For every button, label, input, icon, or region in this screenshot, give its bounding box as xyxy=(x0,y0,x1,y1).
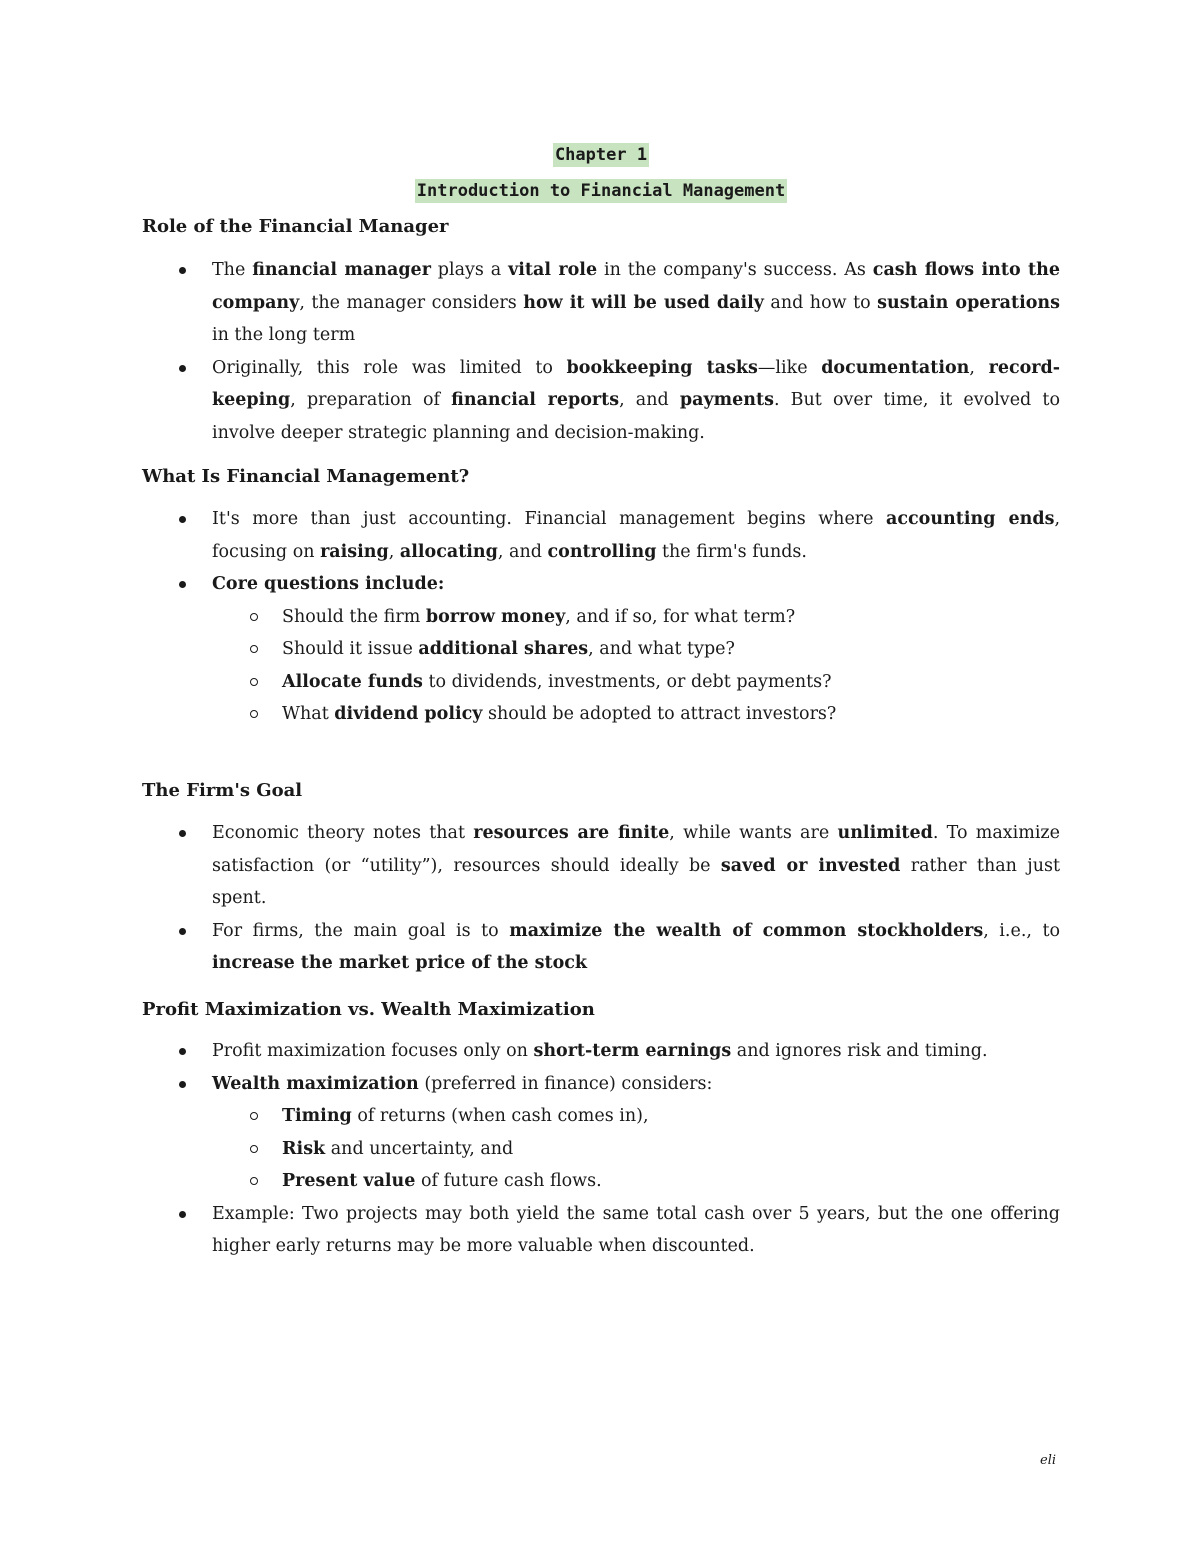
text-run: Economic theory notes that xyxy=(212,823,474,843)
text-run: Should it issue xyxy=(282,639,419,659)
sub-bullet-item xyxy=(212,1100,1060,1133)
bold-text: unlimited xyxy=(837,823,933,843)
text-run: , and xyxy=(619,390,680,410)
section-heading: The Firm's Goal xyxy=(142,780,303,801)
bold-text: Risk xyxy=(282,1138,326,1159)
bullet-item xyxy=(142,254,1060,352)
bullet-item xyxy=(142,1198,1060,1263)
bold-text: short-term earnings xyxy=(533,1041,732,1061)
bold-text: payments xyxy=(679,390,774,410)
sub-bullet-item xyxy=(212,601,1060,634)
text-run: —like xyxy=(757,357,822,378)
chapter-subtitle: Introduction to Financial Management xyxy=(416,181,786,201)
sub-bullet-item xyxy=(212,1133,1060,1166)
bullet-list xyxy=(142,1035,1060,1263)
text-run: in the long term xyxy=(212,325,356,345)
bold-text: controlling xyxy=(547,541,657,562)
sub-bullet-item xyxy=(212,698,1060,731)
sub-bullet-list xyxy=(212,1100,1060,1198)
section-heading: What Is Financial Management? xyxy=(142,466,470,487)
text-run: Profit maximization focuses only on xyxy=(212,1041,534,1061)
bold-text: raising xyxy=(320,541,389,562)
text-run: What xyxy=(282,704,335,724)
text-run: plays a xyxy=(430,260,509,280)
sub-bullet-item xyxy=(212,666,1060,699)
bullet-list xyxy=(142,254,1060,449)
bold-text: Timing xyxy=(282,1106,352,1126)
bullet-list xyxy=(142,817,1060,980)
bullet-item xyxy=(142,503,1060,568)
bullet-item xyxy=(142,915,1060,980)
bullet-item xyxy=(142,1068,1060,1198)
text-run: The xyxy=(212,260,253,280)
footer-initials: eli xyxy=(1040,1453,1057,1468)
text-run: in the company's success. As xyxy=(597,260,873,280)
text-run: , and if so, for what term? xyxy=(565,606,796,627)
bullet-item xyxy=(142,568,1060,731)
section-heading: Profit Maximization vs. Wealth Maximization xyxy=(142,999,595,1020)
bold-text: additional shares xyxy=(418,639,589,659)
bold-text: Present value xyxy=(282,1171,416,1191)
text-run: . To maximize satisfaction (or “utility”), resources should ideally be xyxy=(212,823,1060,876)
section-heading: Role of the Financial Manager xyxy=(142,216,449,237)
text-run: of returns (when cash comes in), xyxy=(351,1106,649,1126)
bold-text: record-keeping xyxy=(212,357,1060,410)
bold-text: resources are finite xyxy=(473,823,670,843)
bold-text: vital role xyxy=(508,260,598,280)
bold-text: accounting ends xyxy=(886,509,1055,529)
sub-bullet-list xyxy=(212,601,1060,731)
bold-text: Wealth maximization xyxy=(212,1073,419,1094)
text-run: Example: Two projects may both yield the same total cash over 5 years, but the one offering higher early returns may be more valuable when discounted. xyxy=(212,1203,1060,1256)
bold-text: Core questions include: xyxy=(212,574,445,594)
text-run: (preferred in finance) considers: xyxy=(418,1073,713,1094)
text-run: Should the firm xyxy=(282,606,426,627)
text-run: , and xyxy=(497,541,548,562)
bold-text: borrow money xyxy=(425,606,566,627)
bold-text: bookkeeping tasks xyxy=(566,357,758,378)
sub-bullet-item xyxy=(212,1165,1060,1198)
title-block xyxy=(142,0,1060,203)
bold-text: maximize the wealth of common stockholders xyxy=(509,920,984,941)
text-run: to dividends, investments, or debt payments? xyxy=(422,671,832,692)
text-run: , preparation of xyxy=(290,390,452,410)
sub-bullet-item xyxy=(212,633,1060,666)
text-run: For firms, the main goal is to xyxy=(212,920,510,941)
text-run: of future cash flows. xyxy=(415,1171,602,1191)
text-run: . But over time, it evolved to involve deeper strategic planning and decision-making. xyxy=(212,390,1060,443)
bullet-item xyxy=(142,1035,1060,1068)
bold-text: saved or invested xyxy=(720,855,901,876)
bold-text: financial reports xyxy=(451,390,620,410)
text-run: the firm's funds. xyxy=(656,541,807,562)
chapter-title: Chapter 1 xyxy=(554,145,648,165)
text-run: and how to xyxy=(763,292,878,313)
bold-text: Allocate funds xyxy=(282,671,423,692)
bold-text: cash flows into the company xyxy=(212,260,1060,313)
bullet-item xyxy=(142,817,1060,915)
text-run: It's more than just accounting. Financial management begins where xyxy=(212,509,887,529)
bold-text: financial manager xyxy=(252,260,431,280)
text-run: , the manager considers xyxy=(299,292,524,313)
bullet-item xyxy=(142,352,1060,450)
bold-text: dividend policy xyxy=(334,704,483,724)
text-run: should be adopted to attract investors? xyxy=(482,704,837,724)
bold-text: documentation xyxy=(821,357,970,378)
text-run: , and what type? xyxy=(588,639,735,659)
bold-text: sustain operations xyxy=(877,292,1060,313)
bullet-list xyxy=(142,503,1060,731)
text-run: , while wants are xyxy=(669,823,838,843)
text-run: and ignores risk and timing. xyxy=(731,1041,988,1061)
text-run: and uncertainty, and xyxy=(325,1138,514,1159)
text-run: , xyxy=(388,541,400,562)
bold-text: how it will be used daily xyxy=(523,292,764,313)
text-run: rather than just spent. xyxy=(212,855,1061,908)
text-run: , focusing on xyxy=(212,509,1061,562)
bold-text: increase the market price of the stock xyxy=(212,953,588,973)
text-run: Originally, this role was limited to xyxy=(212,357,567,378)
text-run: , i.e., to xyxy=(983,920,1061,941)
bold-text: allocating xyxy=(399,541,498,562)
document-page xyxy=(142,0,1061,1256)
text-run: , xyxy=(969,357,989,378)
